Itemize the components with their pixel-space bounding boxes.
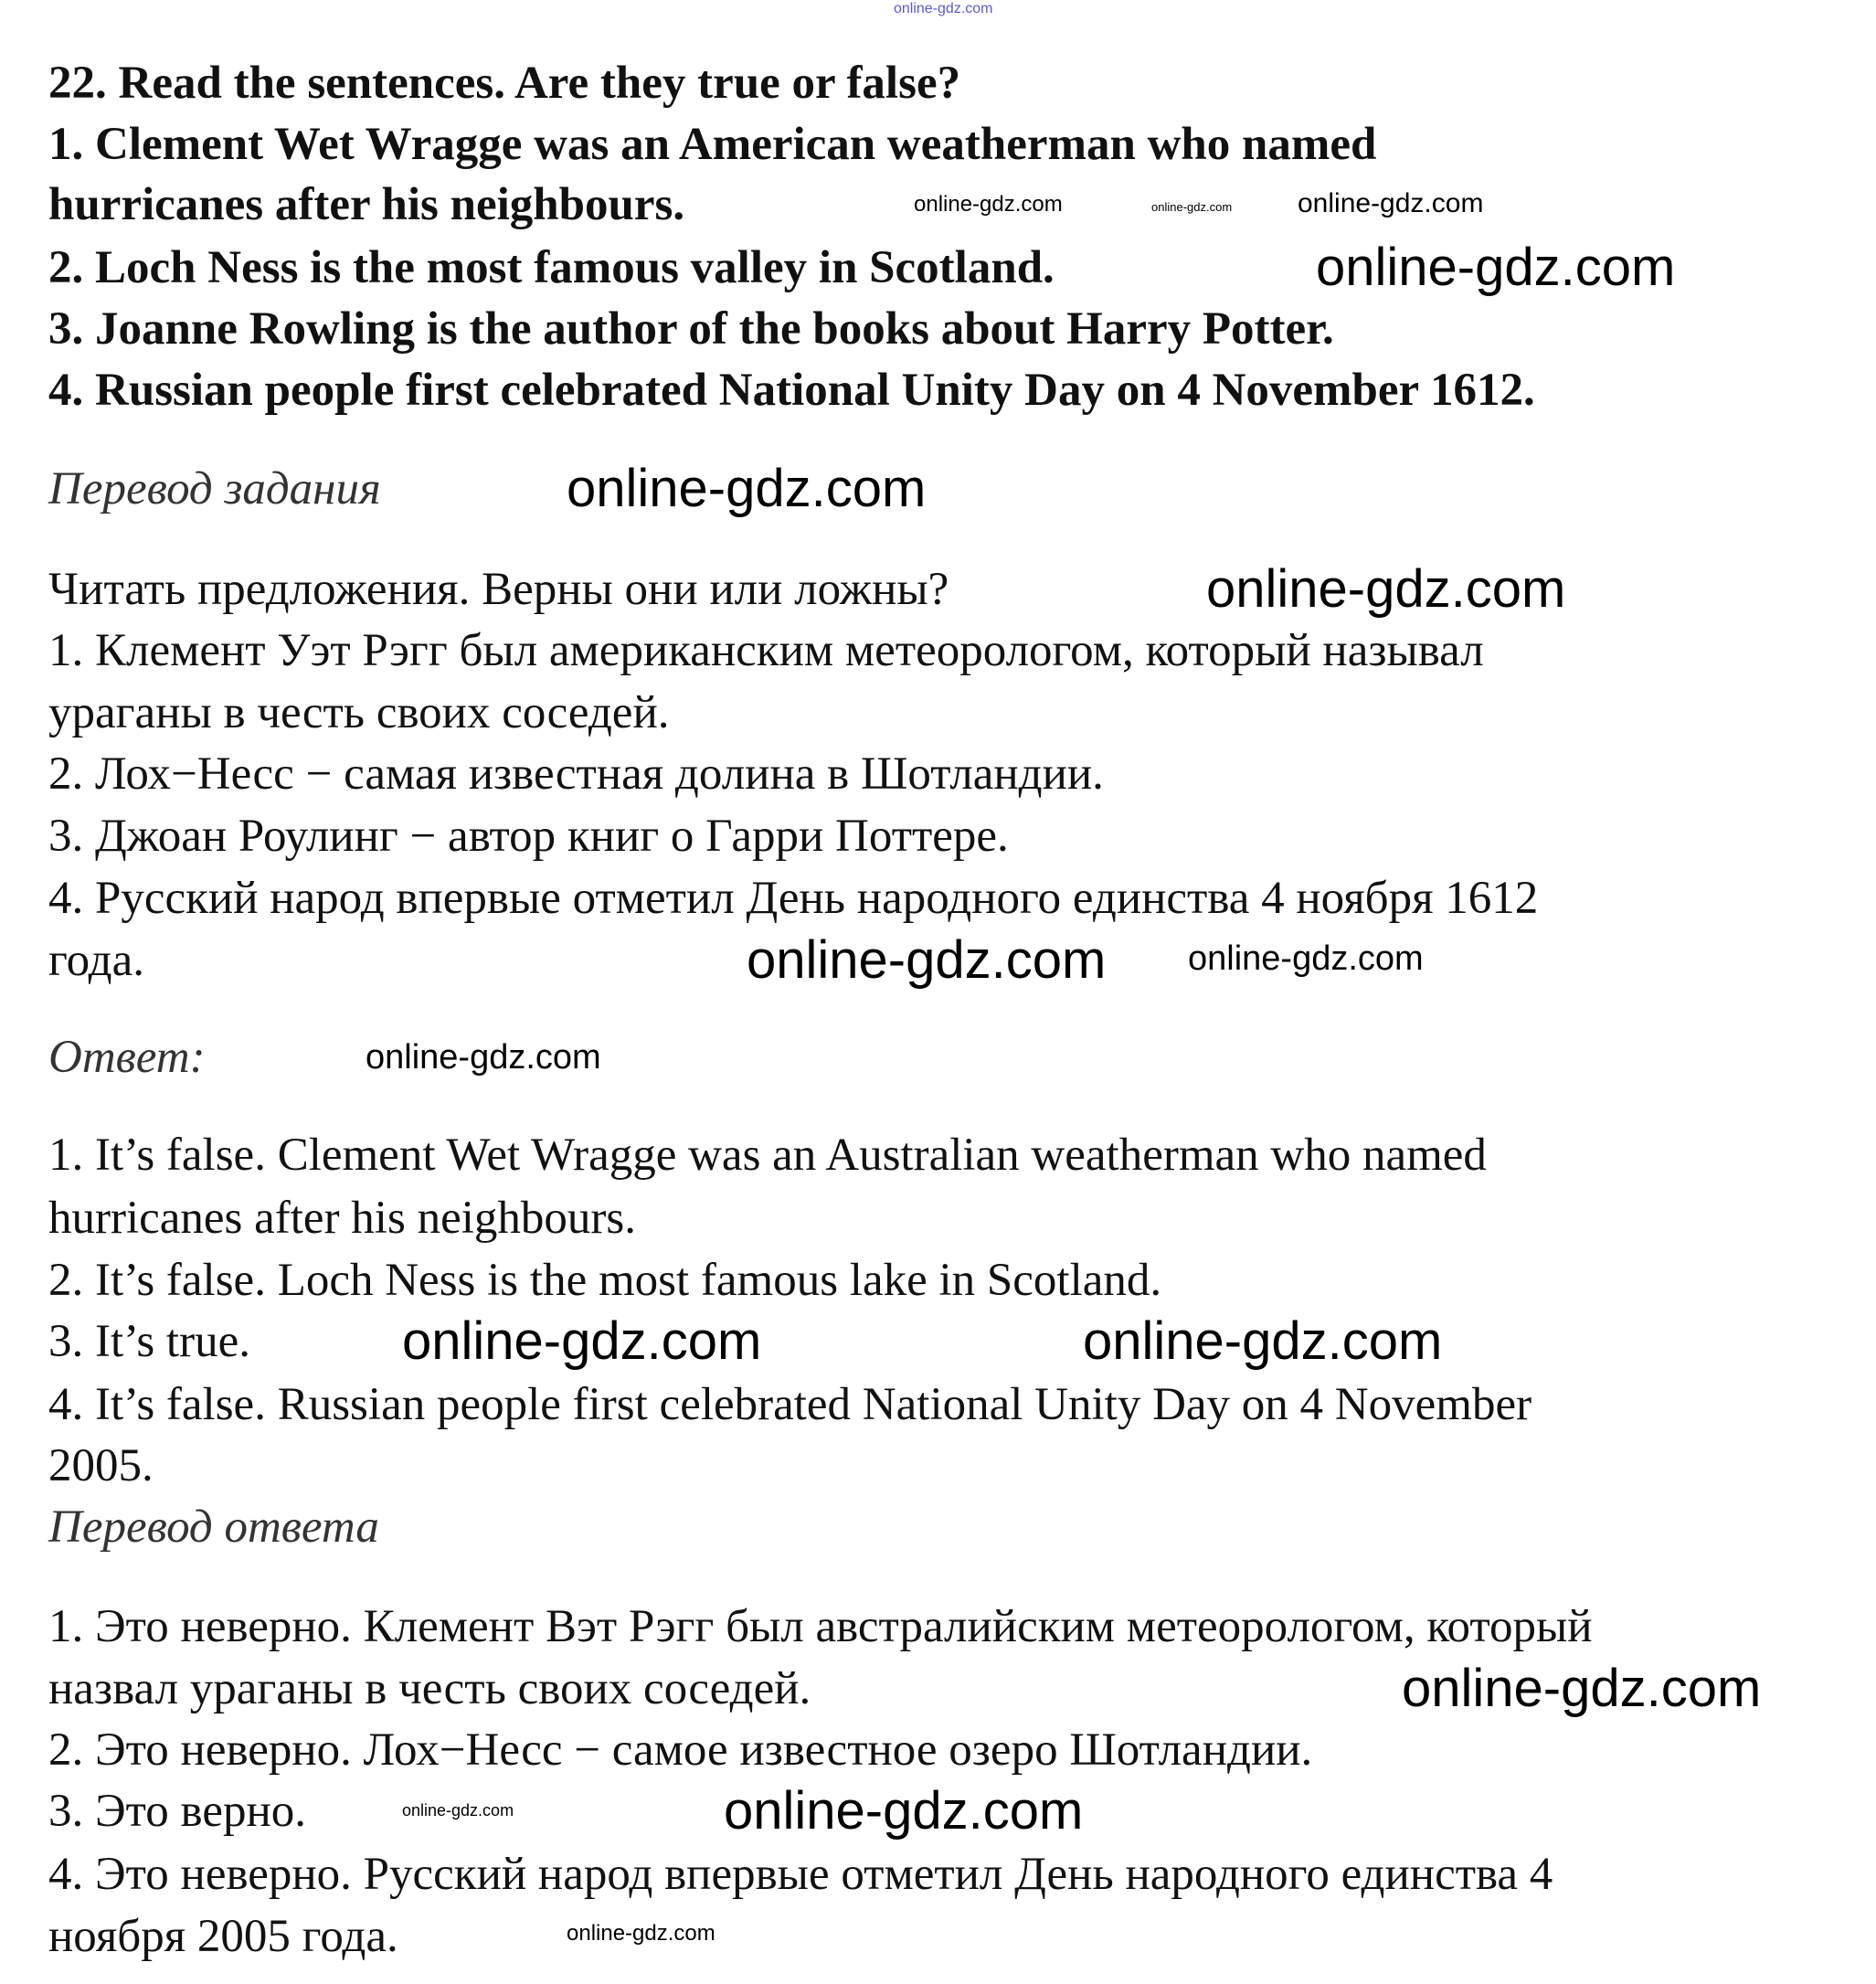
answer-heading: Ответ:: [48, 1032, 206, 1083]
watermark: online-gdz.com: [1083, 1311, 1443, 1371]
translation-line: Читать предложения. Верны они или ложны?: [48, 564, 949, 615]
answer-translation-line: 3. Это верно.: [48, 1786, 306, 1837]
task-title: 22. Read the sentences. Are they true or false?: [48, 58, 961, 109]
watermark: online-gdz.com: [1188, 939, 1424, 978]
watermark: online-gdz.com: [1151, 200, 1233, 214]
watermark: online-gdz.com: [1206, 559, 1566, 619]
answer-line: 1. It’s false. Clement Wet Wragge was an Australian weatherman who named: [48, 1130, 1487, 1181]
answer-translation-line: назвал ураганы в честь своих соседей.: [48, 1663, 811, 1714]
watermark: online-gdz.com: [402, 1801, 514, 1820]
translation-line: ураганы в честь своих соседей.: [48, 687, 670, 738]
answer-translation-heading: Перевод ответа: [48, 1501, 379, 1553]
answer-line: hurricanes after his neighbours.: [48, 1193, 636, 1244]
watermark: online-gdz.com: [747, 930, 1107, 990]
task-line: 3. Joanne Rowling is the author of the books about Harry Potter.: [48, 303, 1334, 355]
answer-translation-line: 4. Это неверно. Русский народ впервые отметил День народного единства 4: [48, 1849, 1553, 1900]
task-line: 1. Clement Wet Wragge was an American weatherman who named: [48, 119, 1377, 170]
answer-translation-line: 1. Это неверно. Клемент Вэт Рэгг был австралийским метеорологом, который: [48, 1601, 1593, 1652]
answer-translation-line: 2. Это неверно. Лох−Несс − самое известное озеро Шотландии.: [48, 1724, 1313, 1776]
translation-line: года.: [48, 935, 145, 986]
task-line: 2. Loch Ness is the most famous valley in Scotland.: [48, 242, 1055, 293]
watermark: online-gdz.com: [402, 1311, 762, 1371]
translation-heading: Перевод задания: [48, 463, 381, 515]
answer-line: 3. It’s true.: [48, 1316, 250, 1367]
answer-line: 2. It’s false. Loch Ness is the most famous lake in Scotland.: [48, 1255, 1162, 1306]
watermark: online-gdz.com: [1298, 188, 1484, 218]
answer-translation-line: ноября 2005 года.: [48, 1911, 398, 1962]
watermark: online-gdz.com: [1402, 1659, 1762, 1718]
translation-line: 4. Русский народ впервые отметил День народного единства 4 ноября 1612: [48, 873, 1539, 924]
translation-line: 3. Джоан Роулинг − автор книг о Гарри Поттере.: [48, 811, 1009, 862]
answer-line: 2005.: [48, 1440, 154, 1491]
watermark: online-gdz.com: [894, 1, 993, 16]
watermark: online-gdz.com: [567, 1921, 715, 1946]
watermark: online-gdz.com: [724, 1781, 1084, 1841]
translation-line: 1. Клемент Уэт Рэгг был американским метеорологом, который называл: [48, 625, 1484, 676]
watermark: online-gdz.com: [366, 1038, 601, 1077]
watermark: online-gdz.com: [1316, 238, 1676, 297]
watermark: online-gdz.com: [567, 459, 927, 518]
watermark: online-gdz.com: [914, 192, 1063, 217]
task-line: 4. Russian people first celebrated National Unity Day on 4 November 1612.: [48, 365, 1535, 416]
translation-line: 2. Лох−Несс − самая известная долина в Шотландии.: [48, 748, 1104, 800]
task-line: hurricanes after his neighbours.: [48, 179, 685, 230]
answer-line: 4. It’s false. Russian people first celebrated National Unity Day on 4 November: [48, 1379, 1532, 1430]
